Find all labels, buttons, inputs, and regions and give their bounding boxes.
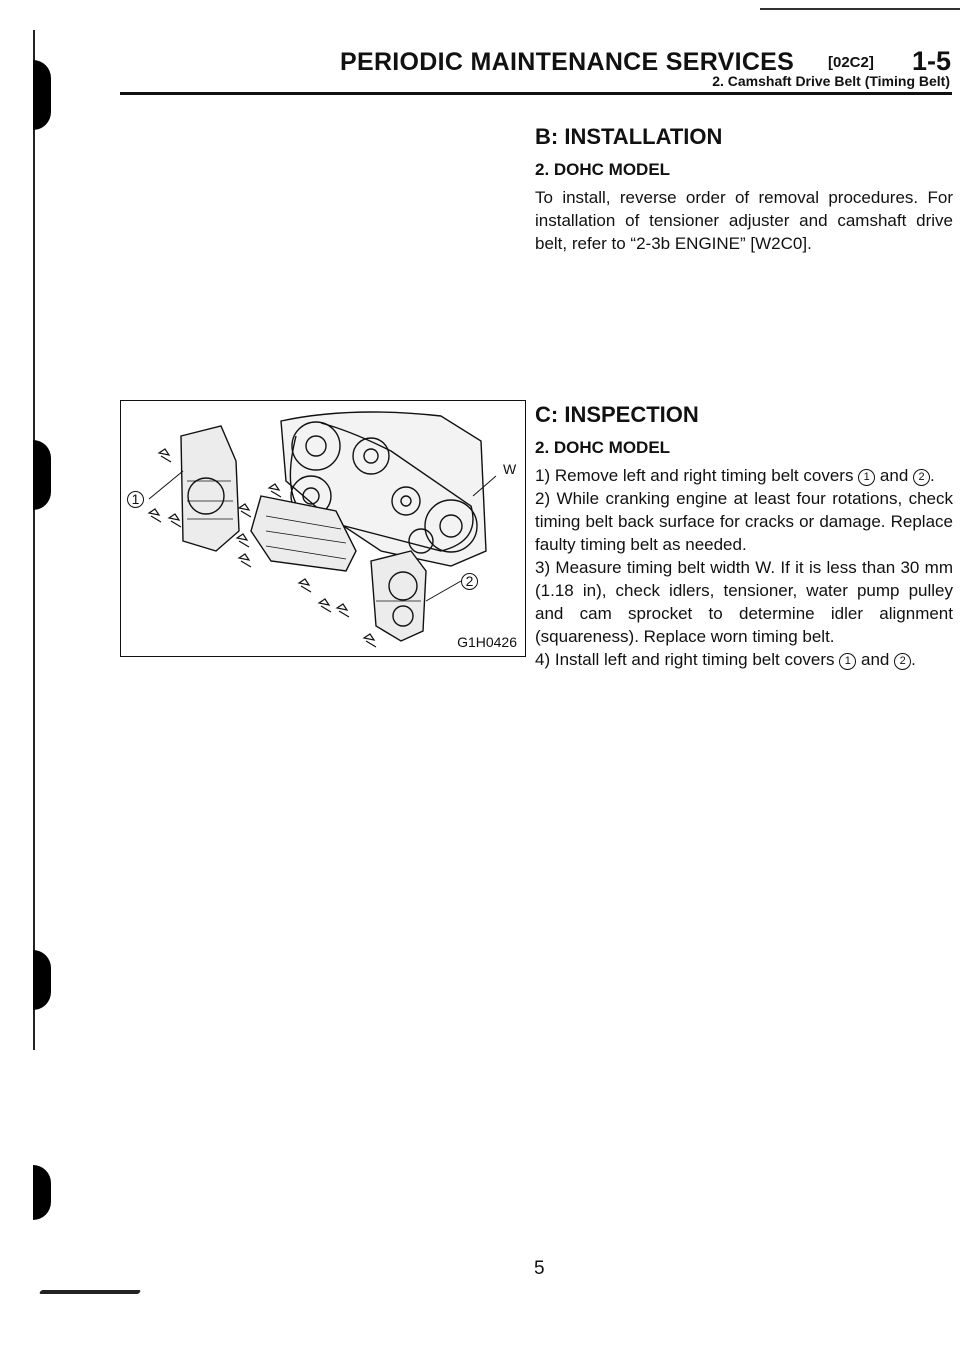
header-rule (120, 92, 952, 95)
page-number: 5 (534, 1258, 545, 1279)
step-4-text: Install left and right timing belt covers (554, 650, 835, 669)
inspection-section (535, 402, 953, 671)
inspection-step-1 (535, 464, 953, 487)
figure-label-2-icon: 2 (461, 573, 478, 590)
figure-label-width: W (503, 461, 517, 477)
punch-hole-1 (33, 60, 51, 130)
inspection-step-4 (535, 648, 953, 671)
punch-hole-2 (33, 440, 51, 510)
inspection-heading: C: INSPECTION (535, 402, 699, 427)
installation-text: To install, reverse order of removal procedures. For installation of tensioner adjuster and camshaft drive belt, refer to “2-3b ENGINE” [W2C0]. (535, 188, 953, 253)
marker-2-icon: 2 (894, 653, 911, 670)
step-4-number: 4) (535, 650, 551, 669)
step-1-tail: and (879, 466, 909, 485)
installation-heading: B: INSTALLATION (535, 124, 723, 149)
inspection-step-3: 3) Measure timing belt width W. If it is less than 30 mm (1.18 in), check idlers, tensioner, water pump pulley and cam sprocket to determine idler alignment (squareness). Replace worn timing belt. (535, 558, 953, 646)
marker-1-icon: 1 (858, 469, 875, 486)
figure-label-1-icon: 1 (127, 491, 144, 508)
engine-diagram-illustration (121, 401, 525, 656)
scan-edge-line (760, 8, 960, 10)
installation-section (535, 124, 953, 255)
figure-id: G1H0426 (457, 634, 517, 650)
punch-hole-4 (33, 1165, 51, 1220)
marker-2-icon: 2 (913, 469, 930, 486)
installation-subheading: 2. DOHC MODEL (535, 160, 671, 179)
marker-1-icon: 1 (839, 653, 856, 670)
page-subtitle: 2. Camshaft Drive Belt (Timing Belt) (712, 73, 950, 89)
step-4-end: . (911, 650, 916, 669)
engine-timing-belt-figure (120, 400, 526, 657)
binding-edge (33, 30, 35, 1050)
punch-hole-3 (33, 950, 51, 1010)
scan-smudge (39, 1290, 141, 1294)
step-1-number: 1) (535, 466, 551, 485)
section-page-number: 1-5 (912, 46, 952, 76)
inspection-subheading: 2. DOHC MODEL (535, 438, 671, 457)
inspection-step-2: 2) While cranking engine at least four rotations, check timing belt back surface for cracks or damage. Replace faulty timing belt as needed. (535, 489, 953, 554)
step-4-tail: and (861, 650, 890, 669)
step-1-text: Remove left and right timing belt covers (554, 466, 854, 485)
step-1-end: . (930, 466, 935, 485)
section-code: [02C2] (828, 54, 874, 71)
page-title: PERIODIC MAINTENANCE SERVICES (340, 48, 795, 76)
